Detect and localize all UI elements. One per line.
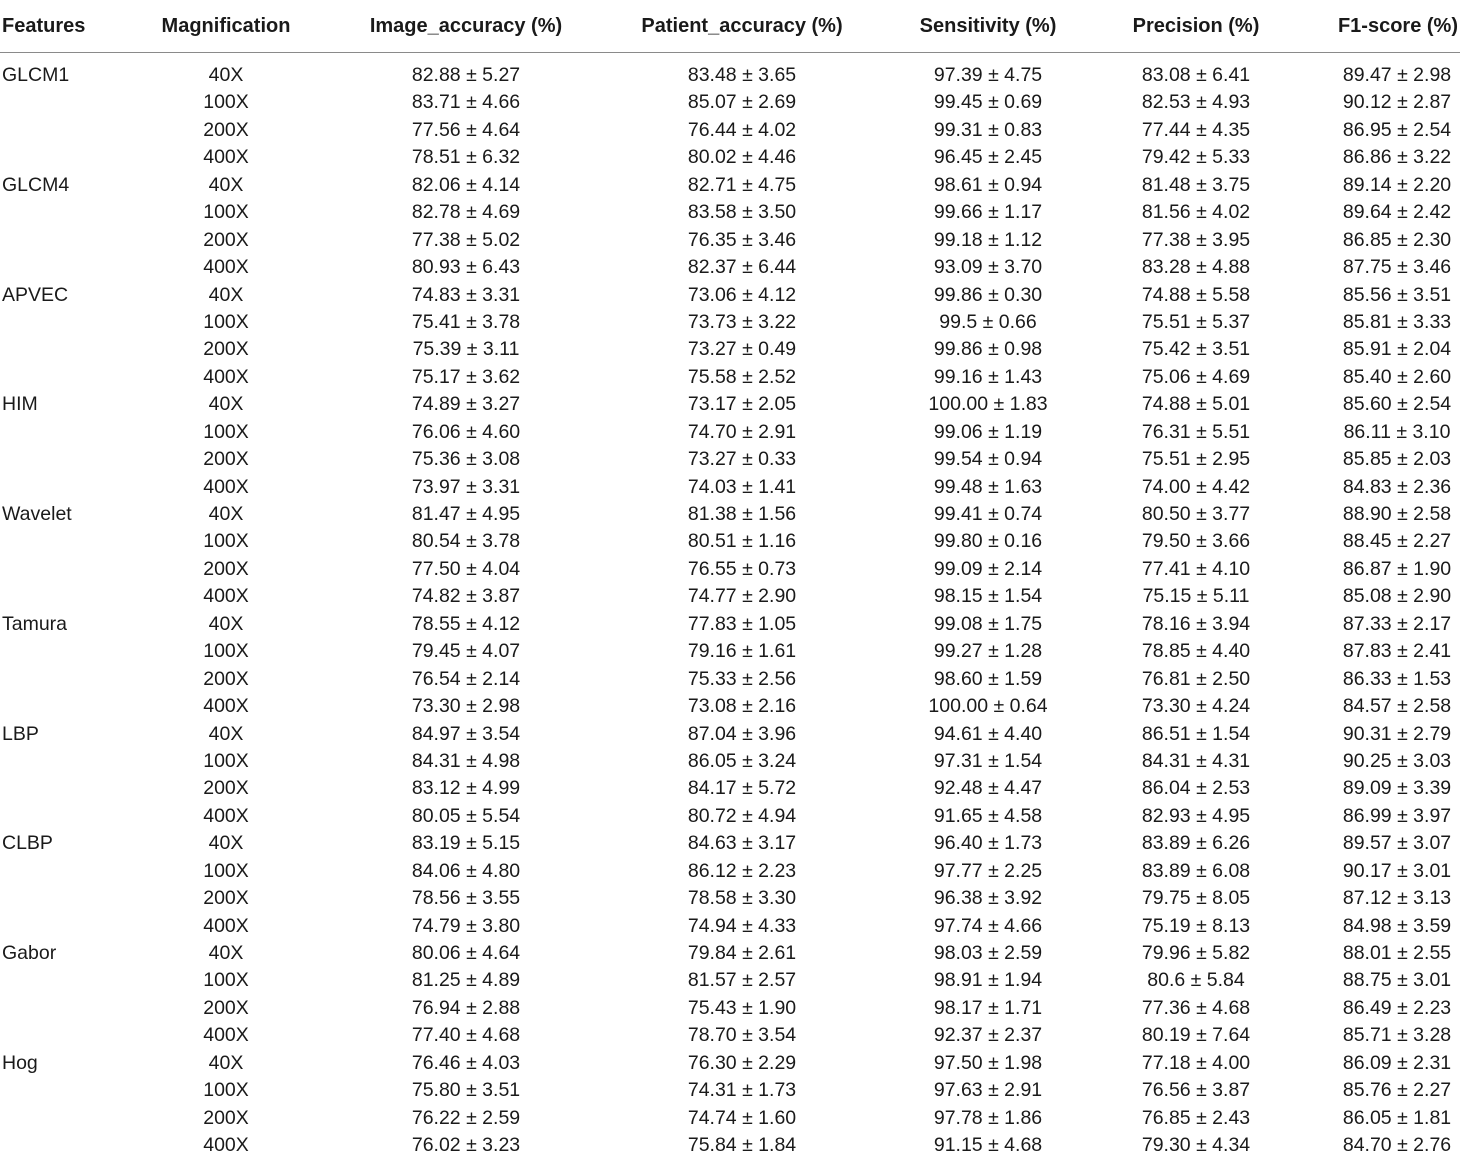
sensitivity-cell: 96.45 ± 2.45: [933, 146, 1043, 169]
sensitivity-cell: 99.86 ± 0.30: [933, 283, 1043, 306]
sensitivity-cell: 99.08 ± 1.75: [933, 612, 1043, 635]
precision-cell: 80.6 ± 5.84: [1147, 969, 1245, 992]
f1-score-cell: 89.57 ± 3.07: [1342, 832, 1452, 855]
f1-score-cell: 85.60 ± 2.54: [1342, 393, 1452, 416]
f1-score-cell: 85.40 ± 2.60: [1342, 365, 1452, 388]
sensitivity-cell: 93.09 ± 3.70: [933, 256, 1043, 279]
image-accuracy-cell: 75.36 ± 3.08: [411, 448, 521, 471]
f1-score-cell: 86.33 ± 1.53: [1342, 667, 1452, 690]
table-row: [0, 913, 1460, 940]
f1-score-cell: 87.75 ± 3.46: [1342, 256, 1452, 279]
f1-score-cell: 86.87 ± 1.90: [1342, 557, 1452, 580]
image-accuracy-cell: 74.83 ± 3.31: [411, 283, 521, 306]
feature-cell: Wavelet: [2, 503, 72, 525]
f1-score-cell: 87.12 ± 3.13: [1342, 887, 1452, 910]
feature-cell: APVEC: [2, 283, 69, 306]
magnification-cell: 400X: [203, 1024, 249, 1047]
magnification-cell: 200X: [203, 996, 249, 1019]
image-accuracy-cell: 74.79 ± 3.80: [411, 914, 521, 937]
patient-accuracy-cell: 76.55 ± 0.73: [687, 557, 797, 580]
precision-cell: 76.81 ± 2.50: [1141, 667, 1251, 690]
image-accuracy-cell: 75.80 ± 3.51: [411, 1079, 521, 1102]
patient-accuracy-cell: 83.48 ± 3.65: [687, 64, 797, 86]
table-row: [0, 583, 1460, 610]
table-row: [0, 693, 1460, 720]
f1-score-cell: 86.09 ± 2.31: [1342, 1051, 1452, 1074]
magnification-cell: 100X: [203, 310, 249, 333]
patient-accuracy-cell: 75.43 ± 1.90: [687, 996, 797, 1019]
precision-cell: 75.51 ± 5.37: [1141, 310, 1251, 333]
f1-score-cell: 88.45 ± 2.27: [1342, 530, 1452, 553]
magnification-cell: 400X: [203, 146, 249, 169]
precision-cell: 83.89 ± 6.26: [1141, 832, 1251, 855]
sensitivity-cell: 99.31 ± 0.83: [933, 118, 1043, 141]
patient-accuracy-cell: 79.16 ± 1.61: [687, 640, 797, 663]
f1-score-cell: 86.49 ± 2.23: [1342, 996, 1452, 1019]
magnification-cell: 400X: [203, 1134, 249, 1157]
f1-score-cell: 87.33 ± 2.17: [1342, 612, 1452, 635]
patient-accuracy-cell: 81.57 ± 2.57: [687, 969, 797, 992]
image-accuracy-cell: 81.47 ± 4.95: [411, 503, 521, 525]
sensitivity-cell: 99.5 ± 0.66: [939, 310, 1037, 333]
sensitivity-cell: 97.39 ± 4.75: [933, 64, 1043, 86]
image-accuracy-cell: 83.19 ± 5.15: [411, 832, 521, 855]
sensitivity-cell: 94.61 ± 4.40: [933, 722, 1043, 745]
magnification-cell: 100X: [203, 201, 249, 224]
magnification-cell: 100X: [203, 749, 249, 772]
precision-cell: 80.50 ± 3.77: [1141, 503, 1251, 525]
feature-cell: HIM: [2, 393, 38, 416]
patient-accuracy-cell: 73.17 ± 2.05: [687, 393, 797, 416]
magnification-cell: 40X: [208, 64, 244, 86]
table-row: [0, 556, 1460, 583]
precision-cell: 77.18 ± 4.00: [1141, 1051, 1251, 1074]
table-row: [0, 638, 1460, 665]
patient-accuracy-cell: 74.94 ± 4.33: [687, 914, 797, 937]
image-accuracy-cell: 78.55 ± 4.12: [411, 612, 521, 635]
header-features: Features: [2, 15, 86, 37]
precision-cell: 86.51 ± 1.54: [1141, 722, 1251, 745]
patient-accuracy-cell: 77.83 ± 1.05: [687, 612, 797, 635]
image-accuracy-cell: 75.17 ± 3.62: [411, 365, 521, 388]
patient-accuracy-cell: 75.84 ± 1.84: [687, 1134, 797, 1157]
sensitivity-cell: 99.18 ± 1.12: [933, 228, 1043, 251]
patient-accuracy-cell: 82.37 ± 6.44: [687, 256, 797, 279]
table-row: [0, 254, 1460, 281]
patient-accuracy-cell: 82.71 ± 4.75: [687, 173, 797, 196]
image-accuracy-cell: 76.46 ± 4.03: [411, 1051, 521, 1074]
patient-accuracy-cell: 86.05 ± 3.24: [687, 749, 797, 772]
f1-score-cell: 85.81 ± 3.33: [1342, 310, 1452, 333]
image-accuracy-cell: 77.56 ± 4.64: [411, 118, 521, 141]
patient-accuracy-cell: 83.58 ± 3.50: [687, 201, 797, 224]
f1-score-cell: 85.08 ± 2.90: [1342, 585, 1452, 608]
magnification-cell: 200X: [203, 338, 249, 361]
patient-accuracy-cell: 73.08 ± 2.16: [687, 695, 797, 718]
magnification-cell: 40X: [208, 942, 244, 964]
precision-cell: 79.50 ± 3.66: [1141, 530, 1251, 553]
table-row: [0, 336, 1460, 363]
patient-accuracy-cell: 75.33 ± 2.56: [687, 667, 797, 690]
sensitivity-cell: 99.09 ± 2.14: [933, 557, 1043, 580]
patient-accuracy-cell: 75.58 ± 2.52: [687, 365, 797, 388]
table-row: [0, 995, 1460, 1022]
precision-cell: 78.16 ± 3.94: [1141, 612, 1251, 635]
magnification-cell: 200X: [203, 557, 249, 580]
patient-accuracy-cell: 74.77 ± 2.90: [687, 585, 797, 608]
sensitivity-cell: 99.06 ± 1.19: [933, 420, 1043, 443]
patient-accuracy-cell: 73.73 ± 3.22: [687, 310, 797, 333]
header-f1-score: F1-score (%): [1337, 15, 1458, 37]
feature-cell: Hog: [2, 1051, 38, 1074]
table-row: [0, 419, 1460, 446]
header-sensitivity: Sensitivity (%): [919, 15, 1057, 37]
sensitivity-cell: 97.50 ± 1.98: [933, 1051, 1043, 1074]
sensitivity-cell: 97.78 ± 1.86: [933, 1106, 1043, 1129]
sensitivity-cell: 91.15 ± 4.68: [933, 1134, 1043, 1157]
image-accuracy-cell: 76.54 ± 2.14: [411, 667, 521, 690]
patient-accuracy-cell: 80.02 ± 4.46: [687, 146, 797, 169]
magnification-cell: 400X: [203, 914, 249, 937]
table-row: [0, 227, 1460, 254]
f1-score-cell: 88.90 ± 2.58: [1342, 503, 1452, 525]
precision-cell: 76.31 ± 5.51: [1141, 420, 1251, 443]
magnification-cell: 200X: [203, 1106, 249, 1129]
f1-score-cell: 90.17 ± 3.01: [1342, 859, 1452, 882]
f1-score-cell: 88.75 ± 3.01: [1342, 969, 1452, 992]
f1-score-cell: 86.99 ± 3.97: [1342, 804, 1452, 827]
f1-score-cell: 89.14 ± 2.20: [1342, 173, 1452, 196]
sensitivity-cell: 100.00 ± 0.64: [928, 695, 1048, 718]
sensitivity-cell: 97.74 ± 4.66: [933, 914, 1043, 937]
feature-cell: GLCM4: [2, 173, 70, 196]
image-accuracy-cell: 77.40 ± 4.68: [411, 1024, 521, 1047]
precision-cell: 74.88 ± 5.58: [1141, 283, 1251, 306]
table-row: [0, 1077, 1460, 1104]
patient-accuracy-cell: 73.06 ± 4.12: [687, 283, 797, 306]
f1-score-cell: 84.70 ± 2.76: [1342, 1134, 1452, 1157]
f1-score-cell: 86.11 ± 3.10: [1343, 420, 1451, 443]
magnification-cell: 400X: [203, 585, 249, 608]
magnification-cell: 40X: [208, 612, 244, 635]
image-accuracy-cell: 73.30 ± 2.98: [411, 695, 521, 718]
patient-accuracy-cell: 74.31 ± 1.73: [687, 1079, 797, 1102]
image-accuracy-cell: 83.71 ± 4.66: [411, 91, 521, 114]
image-accuracy-cell: 78.56 ± 3.55: [411, 887, 521, 910]
patient-accuracy-cell: 87.04 ± 3.96: [687, 722, 797, 745]
table-header: [0, 0, 1460, 53]
table-row: [0, 940, 1460, 967]
feature-cell: Tamura: [2, 612, 68, 635]
table-body: [0, 62, 1460, 1160]
magnification-cell: 100X: [203, 1079, 249, 1102]
header-patient-accuracy: Patient_accuracy (%): [641, 15, 843, 37]
f1-score-cell: 88.01 ± 2.55: [1342, 942, 1452, 964]
image-accuracy-cell: 79.45 ± 4.07: [411, 640, 521, 663]
f1-score-cell: 86.86 ± 3.22: [1342, 146, 1452, 169]
sensitivity-cell: 92.48 ± 4.47: [933, 777, 1043, 800]
patient-accuracy-cell: 76.35 ± 3.46: [687, 228, 797, 251]
precision-cell: 79.42 ± 5.33: [1141, 146, 1251, 169]
precision-cell: 75.42 ± 3.51: [1141, 338, 1251, 361]
table-row: [0, 446, 1460, 473]
patient-accuracy-cell: 78.70 ± 3.54: [687, 1024, 797, 1047]
precision-cell: 80.19 ± 7.64: [1141, 1024, 1251, 1047]
image-accuracy-cell: 80.54 ± 3.78: [411, 530, 521, 553]
patient-accuracy-cell: 80.72 ± 4.94: [687, 804, 797, 827]
precision-cell: 81.48 ± 3.75: [1141, 173, 1251, 196]
table-row: [0, 62, 1460, 89]
precision-cell: 75.06 ± 4.69: [1141, 365, 1251, 388]
magnification-cell: 40X: [208, 283, 244, 306]
image-accuracy-cell: 75.41 ± 3.78: [411, 310, 521, 333]
table-row: [0, 1022, 1460, 1049]
f1-score-cell: 90.12 ± 2.87: [1342, 91, 1452, 114]
image-accuracy-cell: 80.06 ± 4.64: [411, 942, 521, 964]
sensitivity-cell: 99.86 ± 0.98: [933, 338, 1043, 361]
magnification-cell: 200X: [203, 887, 249, 910]
table-row: [0, 117, 1460, 144]
precision-cell: 84.31 ± 4.31: [1141, 749, 1251, 772]
f1-score-cell: 86.95 ± 2.54: [1342, 118, 1452, 141]
sensitivity-cell: 98.60 ± 1.59: [933, 667, 1043, 690]
magnification-cell: 100X: [203, 530, 249, 553]
sensitivity-cell: 92.37 ± 2.37: [933, 1024, 1043, 1047]
magnification-cell: 40X: [208, 1051, 244, 1074]
precision-cell: 76.56 ± 3.87: [1141, 1079, 1251, 1102]
precision-cell: 86.04 ± 2.53: [1141, 777, 1251, 800]
sensitivity-cell: 98.15 ± 1.54: [933, 585, 1043, 608]
sensitivity-cell: 91.65 ± 4.58: [933, 804, 1043, 827]
magnification-cell: 200X: [203, 667, 249, 690]
image-accuracy-cell: 83.12 ± 4.99: [411, 777, 521, 800]
f1-score-cell: 84.83 ± 2.36: [1342, 475, 1452, 498]
precision-cell: 81.56 ± 4.02: [1141, 201, 1251, 224]
patient-accuracy-cell: 79.84 ± 2.61: [687, 942, 797, 964]
precision-cell: 83.28 ± 4.88: [1141, 256, 1251, 279]
image-accuracy-cell: 82.88 ± 5.27: [411, 64, 521, 86]
table-row: [0, 775, 1460, 802]
table-row: [0, 1132, 1460, 1159]
f1-score-cell: 89.64 ± 2.42: [1342, 201, 1452, 224]
f1-score-cell: 90.25 ± 3.03: [1342, 749, 1452, 772]
sensitivity-cell: 99.27 ± 1.28: [933, 640, 1043, 663]
patient-accuracy-cell: 74.03 ± 1.41: [687, 475, 797, 498]
magnification-cell: 100X: [203, 420, 249, 443]
header-image-accuracy: Image_accuracy (%): [369, 15, 563, 37]
image-accuracy-cell: 76.02 ± 3.23: [411, 1134, 521, 1157]
sensitivity-cell: 98.03 ± 2.59: [933, 942, 1043, 964]
table-row: [0, 858, 1460, 885]
precision-cell: 82.93 ± 4.95: [1141, 804, 1251, 827]
image-accuracy-cell: 82.06 ± 4.14: [411, 173, 521, 196]
f1-score-cell: 84.57 ± 2.58: [1342, 695, 1452, 718]
sensitivity-cell: 98.61 ± 0.94: [933, 173, 1043, 196]
magnification-cell: 40X: [208, 503, 244, 525]
precision-cell: 74.00 ± 4.42: [1141, 475, 1251, 498]
precision-cell: 74.88 ± 5.01: [1141, 393, 1251, 416]
header-magnification: Magnification: [161, 15, 291, 37]
precision-cell: 77.44 ± 4.35: [1141, 118, 1251, 141]
patient-accuracy-cell: 81.38 ± 1.56: [687, 503, 797, 525]
sensitivity-cell: 97.31 ± 1.54: [933, 749, 1043, 772]
precision-cell: 82.53 ± 4.93: [1141, 91, 1251, 114]
precision-cell: 79.96 ± 5.82: [1141, 942, 1251, 964]
table-row: [0, 501, 1460, 528]
table-row: [0, 611, 1460, 638]
table-row: [0, 885, 1460, 912]
sensitivity-cell: 99.45 ± 0.69: [933, 91, 1043, 114]
sensitivity-cell: 97.77 ± 2.25: [933, 859, 1043, 882]
patient-accuracy-cell: 73.27 ± 0.49: [687, 338, 797, 361]
image-accuracy-cell: 81.25 ± 4.89: [411, 969, 521, 992]
precision-cell: 79.75 ± 8.05: [1141, 887, 1251, 910]
f1-score-cell: 89.09 ± 3.39: [1342, 777, 1452, 800]
table-row: [0, 89, 1460, 116]
patient-accuracy-cell: 84.63 ± 3.17: [687, 832, 797, 855]
magnification-cell: 200X: [203, 448, 249, 471]
table-row: [0, 144, 1460, 171]
f1-score-cell: 85.91 ± 2.04: [1342, 338, 1452, 361]
precision-cell: 75.51 ± 2.95: [1141, 448, 1251, 471]
table-row: [0, 721, 1460, 748]
precision-cell: 77.38 ± 3.95: [1141, 228, 1251, 251]
magnification-cell: 400X: [203, 804, 249, 827]
sensitivity-cell: 99.80 ± 0.16: [933, 530, 1043, 553]
precision-cell: 76.85 ± 2.43: [1141, 1106, 1251, 1129]
precision-cell: 83.89 ± 6.08: [1141, 859, 1251, 882]
table-row: [0, 309, 1460, 336]
image-accuracy-cell: 77.50 ± 4.04: [411, 557, 521, 580]
table-row: [0, 364, 1460, 391]
patient-accuracy-cell: 84.17 ± 5.72: [687, 777, 797, 800]
image-accuracy-cell: 73.97 ± 3.31: [411, 475, 521, 498]
image-accuracy-cell: 75.39 ± 3.11: [412, 338, 520, 361]
f1-score-cell: 86.05 ± 1.81: [1342, 1106, 1452, 1129]
image-accuracy-cell: 74.89 ± 3.27: [411, 393, 521, 416]
precision-cell: 83.08 ± 6.41: [1141, 64, 1251, 86]
image-accuracy-cell: 80.93 ± 6.43: [411, 256, 521, 279]
sensitivity-cell: 98.91 ± 1.94: [933, 969, 1043, 992]
image-accuracy-cell: 82.78 ± 4.69: [411, 201, 521, 224]
magnification-cell: 40X: [208, 722, 244, 745]
magnification-cell: 100X: [203, 969, 249, 992]
precision-cell: 77.41 ± 4.10: [1141, 557, 1251, 580]
table-row: [0, 967, 1460, 994]
magnification-cell: 100X: [203, 859, 249, 882]
table-row: [0, 666, 1460, 693]
f1-score-cell: 90.31 ± 2.79: [1342, 722, 1452, 745]
magnification-cell: 200X: [203, 228, 249, 251]
precision-cell: 75.15 ± 5.11: [1142, 585, 1250, 608]
magnification-cell: 200X: [203, 118, 249, 141]
table-row: [0, 1050, 1460, 1077]
image-accuracy-cell: 77.38 ± 5.02: [411, 228, 521, 251]
table-row: [0, 830, 1460, 857]
table-row: [0, 748, 1460, 775]
sensitivity-cell: 100.00 ± 1.83: [928, 393, 1048, 416]
precision-cell: 79.30 ± 4.34: [1141, 1134, 1251, 1157]
magnification-cell: 400X: [203, 256, 249, 279]
feature-cell: Gabor: [2, 942, 57, 964]
feature-cell: CLBP: [2, 832, 53, 855]
patient-accuracy-cell: 74.74 ± 1.60: [687, 1106, 797, 1129]
table-row: [0, 528, 1460, 555]
f1-score-cell: 85.71 ± 3.28: [1342, 1024, 1452, 1047]
sensitivity-cell: 99.48 ± 1.63: [933, 475, 1043, 498]
f1-score-cell: 85.56 ± 3.51: [1342, 283, 1452, 306]
patient-accuracy-cell: 74.70 ± 2.91: [687, 420, 797, 443]
feature-cell: GLCM1: [2, 64, 70, 86]
precision-cell: 73.30 ± 4.24: [1141, 695, 1251, 718]
sensitivity-cell: 96.40 ± 1.73: [933, 832, 1043, 855]
table-row: [0, 803, 1460, 830]
image-accuracy-cell: 84.31 ± 4.98: [411, 749, 521, 772]
sensitivity-cell: 98.17 ± 1.71: [933, 996, 1043, 1019]
table-row: [0, 391, 1460, 418]
image-accuracy-cell: 78.51 ± 6.32: [411, 146, 521, 169]
table-row: [0, 474, 1460, 501]
magnification-cell: 100X: [203, 640, 249, 663]
f1-score-cell: 85.76 ± 2.27: [1342, 1079, 1452, 1102]
f1-score-cell: 86.85 ± 2.30: [1342, 228, 1452, 251]
header-precision: Precision (%): [1132, 15, 1260, 37]
table-row: [0, 1105, 1460, 1132]
sensitivity-cell: 99.66 ± 1.17: [933, 201, 1043, 224]
magnification-cell: 100X: [203, 91, 249, 114]
patient-accuracy-cell: 76.30 ± 2.29: [687, 1051, 797, 1074]
f1-score-cell: 85.85 ± 2.03: [1342, 448, 1452, 471]
image-accuracy-cell: 84.97 ± 3.54: [411, 722, 521, 745]
magnification-cell: 40X: [208, 832, 244, 855]
sensitivity-cell: 97.63 ± 2.91: [933, 1079, 1043, 1102]
patient-accuracy-cell: 86.12 ± 2.23: [687, 859, 797, 882]
image-accuracy-cell: 76.06 ± 4.60: [411, 420, 521, 443]
sensitivity-cell: 99.16 ± 1.43: [933, 365, 1043, 388]
magnification-cell: 200X: [203, 777, 249, 800]
sensitivity-cell: 96.38 ± 3.92: [933, 887, 1043, 910]
patient-accuracy-cell: 73.27 ± 0.33: [687, 448, 797, 471]
table-row: [0, 172, 1460, 199]
table-row: [0, 199, 1460, 226]
table-row: [0, 282, 1460, 309]
sensitivity-cell: 99.41 ± 0.74: [933, 503, 1043, 525]
patient-accuracy-cell: 80.51 ± 1.16: [687, 530, 797, 553]
sensitivity-cell: 99.54 ± 0.94: [933, 448, 1043, 471]
image-accuracy-cell: 80.05 ± 5.54: [411, 804, 521, 827]
magnification-cell: 40X: [208, 173, 244, 196]
magnification-cell: 400X: [203, 475, 249, 498]
magnification-cell: 400X: [203, 695, 249, 718]
f1-score-cell: 87.83 ± 2.41: [1342, 640, 1452, 663]
patient-accuracy-cell: 76.44 ± 4.02: [687, 118, 797, 141]
magnification-cell: 40X: [208, 393, 244, 416]
f1-score-cell: 89.47 ± 2.98: [1342, 64, 1452, 86]
image-accuracy-cell: 76.94 ± 2.88: [411, 996, 521, 1019]
precision-cell: 75.19 ± 8.13: [1141, 914, 1251, 937]
patient-accuracy-cell: 85.07 ± 2.69: [687, 91, 797, 114]
patient-accuracy-cell: 78.58 ± 3.30: [687, 887, 797, 910]
image-accuracy-cell: 76.22 ± 2.59: [411, 1106, 521, 1129]
feature-cell: LBP: [2, 722, 39, 745]
image-accuracy-cell: 84.06 ± 4.80: [411, 859, 521, 882]
precision-cell: 78.85 ± 4.40: [1141, 640, 1251, 663]
f1-score-cell: 84.98 ± 3.59: [1342, 914, 1452, 937]
magnification-cell: 400X: [203, 365, 249, 388]
image-accuracy-cell: 74.82 ± 3.87: [411, 585, 521, 608]
precision-cell: 77.36 ± 4.68: [1141, 996, 1251, 1019]
